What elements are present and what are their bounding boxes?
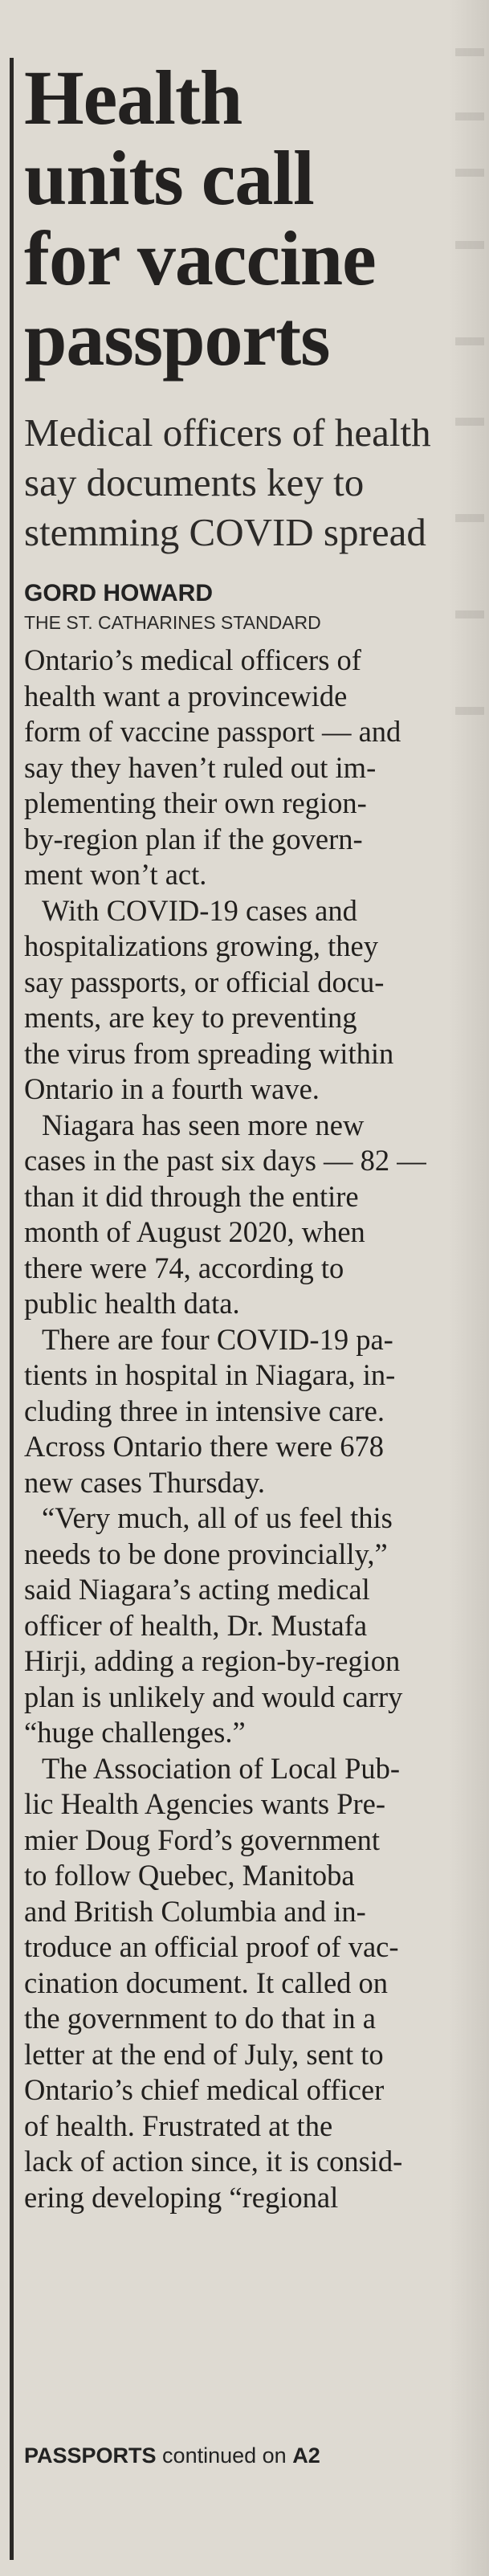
text-line: mier Doug Ford’s government [24, 1823, 381, 1856]
column-rule [10, 58, 14, 2560]
byline: GORD HOWARD [24, 580, 213, 606]
text-line: say passports, or official docu- [24, 965, 385, 998]
text-line: There are four COVID-19 pa- [42, 1322, 393, 1356]
subheadline-line: Medical officers of health [24, 410, 431, 455]
text-line: public health data. [24, 1287, 240, 1320]
text-line: ments, are key to preventing [24, 1001, 357, 1034]
text-line: the virus from spreading within [24, 1036, 394, 1070]
text-line: cases in the past six days — 82 — [24, 1144, 426, 1177]
text-line: Ontario’s medical officers of [24, 643, 361, 676]
jump-keyword: PASSPORTS [24, 2443, 157, 2468]
paragraph [24, 893, 451, 1108]
text-line: and British Columbia and in- [24, 1894, 366, 1928]
adjacent-column-bleed [449, 0, 489, 2576]
article [24, 55, 451, 2215]
text-line: cination document. It called on [24, 1966, 389, 1999]
article-body [24, 643, 451, 2215]
paragraph [24, 1751, 451, 2216]
paragraph [24, 1322, 451, 1501]
text-line: ment won’t act. [24, 858, 207, 891]
byline-source: THE ST. CATHARINES STANDARD [24, 612, 321, 633]
text-line: by-region plan if the govern- [24, 822, 363, 855]
text-line: lic Health Agencies wants Pre- [24, 1787, 386, 1820]
text-line: needs to be done provincially,” [24, 1537, 388, 1570]
text-line: Ontario’s chief medical officer [24, 2073, 385, 2106]
text-line: plementing their own region- [24, 786, 367, 819]
jump-page: A2 [292, 2443, 320, 2468]
headline-line: Health [24, 55, 242, 141]
text-line: Across Ontario there were 678 [24, 1430, 384, 1463]
text-line: “Very much, all of us feel this [42, 1501, 393, 1534]
headline [24, 55, 451, 382]
text-line: officer of health, Dr. Mustafa [24, 1608, 368, 1642]
text-line: month of August 2020, when [24, 1215, 365, 1248]
text-line: tients in hospital in Niagara, in- [24, 1358, 396, 1391]
text-line: troduce an official proof of vac- [24, 1930, 399, 1963]
headline-line: for vaccine [24, 215, 376, 301]
subheadline-line: say documents key to [24, 460, 365, 504]
text-line: cluding three in intensive care. [24, 1394, 385, 1427]
text-line: ering developing “regional [24, 2180, 339, 2214]
headline-line: units call [24, 135, 314, 221]
paragraph [24, 643, 451, 893]
continuation-line [24, 2442, 320, 2469]
headline-line: passports [24, 296, 330, 382]
text-line: form of vaccine passport — and [24, 715, 401, 748]
paragraph [24, 1500, 451, 1751]
text-line: of health. Frustrated at the [24, 2109, 333, 2142]
text-line: there were 74, according to [24, 1251, 344, 1284]
text-line: Ontario in a fourth wave. [24, 1072, 320, 1105]
subheadline-line: stemming COVID spread [24, 510, 426, 554]
text-line: to follow Quebec, Manitoba [24, 1859, 355, 1892]
text-line: said Niagara’s acting medical [24, 1573, 370, 1606]
subheadline [24, 408, 451, 557]
text-line: say they haven’t ruled out im- [24, 750, 377, 784]
text-line: letter at the end of July, sent to [24, 2037, 384, 2071]
jump-text: continued on [162, 2443, 287, 2468]
text-line: Niagara has seen more new [42, 1108, 365, 1141]
text-line: than it did through the entire [24, 1179, 359, 1213]
text-line: plan is unlikely and would carry [24, 1680, 403, 1713]
paragraph [24, 1108, 451, 1322]
text-line: health want a provincewide [24, 679, 348, 712]
text-line: “huge challenges.” [24, 1716, 246, 1749]
text-line: the government to do that in a [24, 2002, 376, 2035]
text-line: With COVID-19 cases and [42, 893, 357, 927]
text-line: hospitalizations growing, they [24, 929, 378, 962]
text-line: The Association of Local Pub- [42, 1751, 401, 1785]
text-line: Hirji, adding a region-by-region [24, 1644, 401, 1677]
text-line: lack of action since, it is consid- [24, 2145, 403, 2178]
text-line: new cases Thursday. [24, 1465, 266, 1499]
